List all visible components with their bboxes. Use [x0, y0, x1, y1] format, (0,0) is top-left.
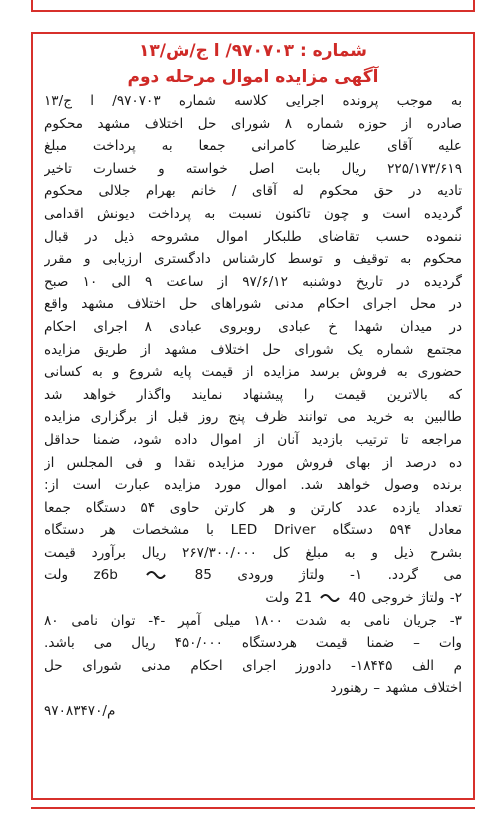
footer-line: اختلاف مشهد – رهنورد: [330, 680, 462, 697]
spec2-value2: 21 ولت: [265, 590, 313, 607]
body-line: گردیده است و چون تاکنون نسبت به پرداخت دیونش اقدامی: [44, 205, 462, 222]
spec-line-2: [44, 587, 462, 610]
spec2-value1: 40: [348, 590, 367, 607]
body-line: برنده وصول خواهد شد. اموال مورد مزایده عبارت است از:: [44, 477, 462, 494]
body-line: در میدان شهدا خ عبادی روبروی عبادی ۸ اجرای احکام: [44, 318, 462, 335]
body-line: معادل ۵۹۴ دستگاه LED Driver با مشخصات هر دستگاه: [44, 522, 462, 539]
body-line: محکوم به توقیف و توسط کارشناس دادگستری ارزیابی و مقرر: [44, 251, 462, 268]
body-line: حضوری به فروش برسد مزایده از قیمت پایه شروع و به کسانی: [44, 364, 462, 381]
bottom-rule: [31, 807, 475, 809]
body-line: ۲۲۵/۱۷۳/۶۱۹ ریال بابت اصل خواسته و خسارت تاخیر: [44, 160, 462, 177]
spec-line-1: [44, 564, 462, 587]
spec1-model: z6b: [93, 567, 118, 584]
notice-specs: [44, 564, 462, 609]
notice-code: م/۹۷۰۸۳۴۷۰: [44, 703, 116, 720]
body-line: علیه آقای علیرضا کامرانی جمعا به پرداخت مبلغ: [44, 138, 462, 155]
body-line: ده درصد از بهای فروش مورد مزایده نقدا و فی المجلس از: [44, 454, 462, 471]
footer-line: م الف ۱۸۴۴۵- دادورز اجرای احکام مدنی شورای حل: [44, 657, 462, 674]
body-line: به موجب پرونده اجرایی کلاسه شماره ۹۷۰۷۰۳/ ا ج/۱۳: [44, 93, 462, 109]
footer-line: ۳- جریان نامی به شدت ۱۸۰۰ میلی آمپر -۴- توان نامی ۸۰: [44, 612, 462, 629]
body-line: طالبین به خرید می توانند ظرف پنج روز قبل از برگزاری مزایده: [44, 409, 462, 426]
spec2-text: ۲- ولتاژ خروجی: [371, 590, 462, 607]
body-line: که بالاترین قیمت را پیشنهاد نمایند واگذار خواهد شد: [44, 386, 462, 403]
notice-footer: [44, 610, 462, 700]
spec1-value: 85 ولت: [44, 567, 212, 584]
footer-line: وات – ضمنا قیمت هردستگاه ۴۵۰/۰۰۰ ریال می باشد.: [44, 635, 462, 652]
body-line: صادره از حوزه شماره ۸ شورای حل اختلاف مشهد محکوم: [44, 115, 462, 132]
previous-notice-frame: [31, 0, 475, 12]
body-line: مجتمع شماره یک شورای حل اختلاف مشهد از طریق مزایده: [44, 341, 462, 358]
spec1-text: می گردد. ۱- ولتاژ ورودی: [237, 567, 462, 584]
body-line: تعداد یازده عدد کارتن و هر کارتن حاوی ۵۴ دستگاه جمعا: [44, 499, 462, 516]
body-line: مراجعه تا ترتیب بازدید آنان از اموال داده شود، ضمنا حداقل: [44, 431, 462, 448]
notice-body: [44, 90, 462, 564]
ac-wave-icon: [146, 570, 166, 580]
dc-wave-icon: [320, 593, 340, 603]
body-line: تادیه در حق محکوم له آقای / خانم بهرام جلالی محکوم: [44, 183, 462, 200]
notice-title: آگهی مزایده اموال مرحله دوم: [127, 67, 379, 87]
body-line: ننموده حسب تقاضای طلبکار اموال مشروحه ذیل در قبال: [44, 228, 462, 245]
body-line: گردیده در تاریخ دوشنبه ۹۷/۶/۱۲ از ساعت ۹ الی ۱۰ صبح: [44, 273, 462, 290]
body-line: بشرح ذیل و به مبلغ کل ۲۶۷/۳۰۰/۰۰۰ ریال برآورد قیمت: [44, 544, 462, 561]
body-line: در محل اجرای احکام مدنی شوراهای حل اختلاف مشهد واقع: [44, 296, 462, 313]
notice-content: [44, 38, 462, 723]
notice-number: شماره : ۹۷۰۷۰۳/ ا ج/ش/۱۳: [138, 41, 367, 61]
